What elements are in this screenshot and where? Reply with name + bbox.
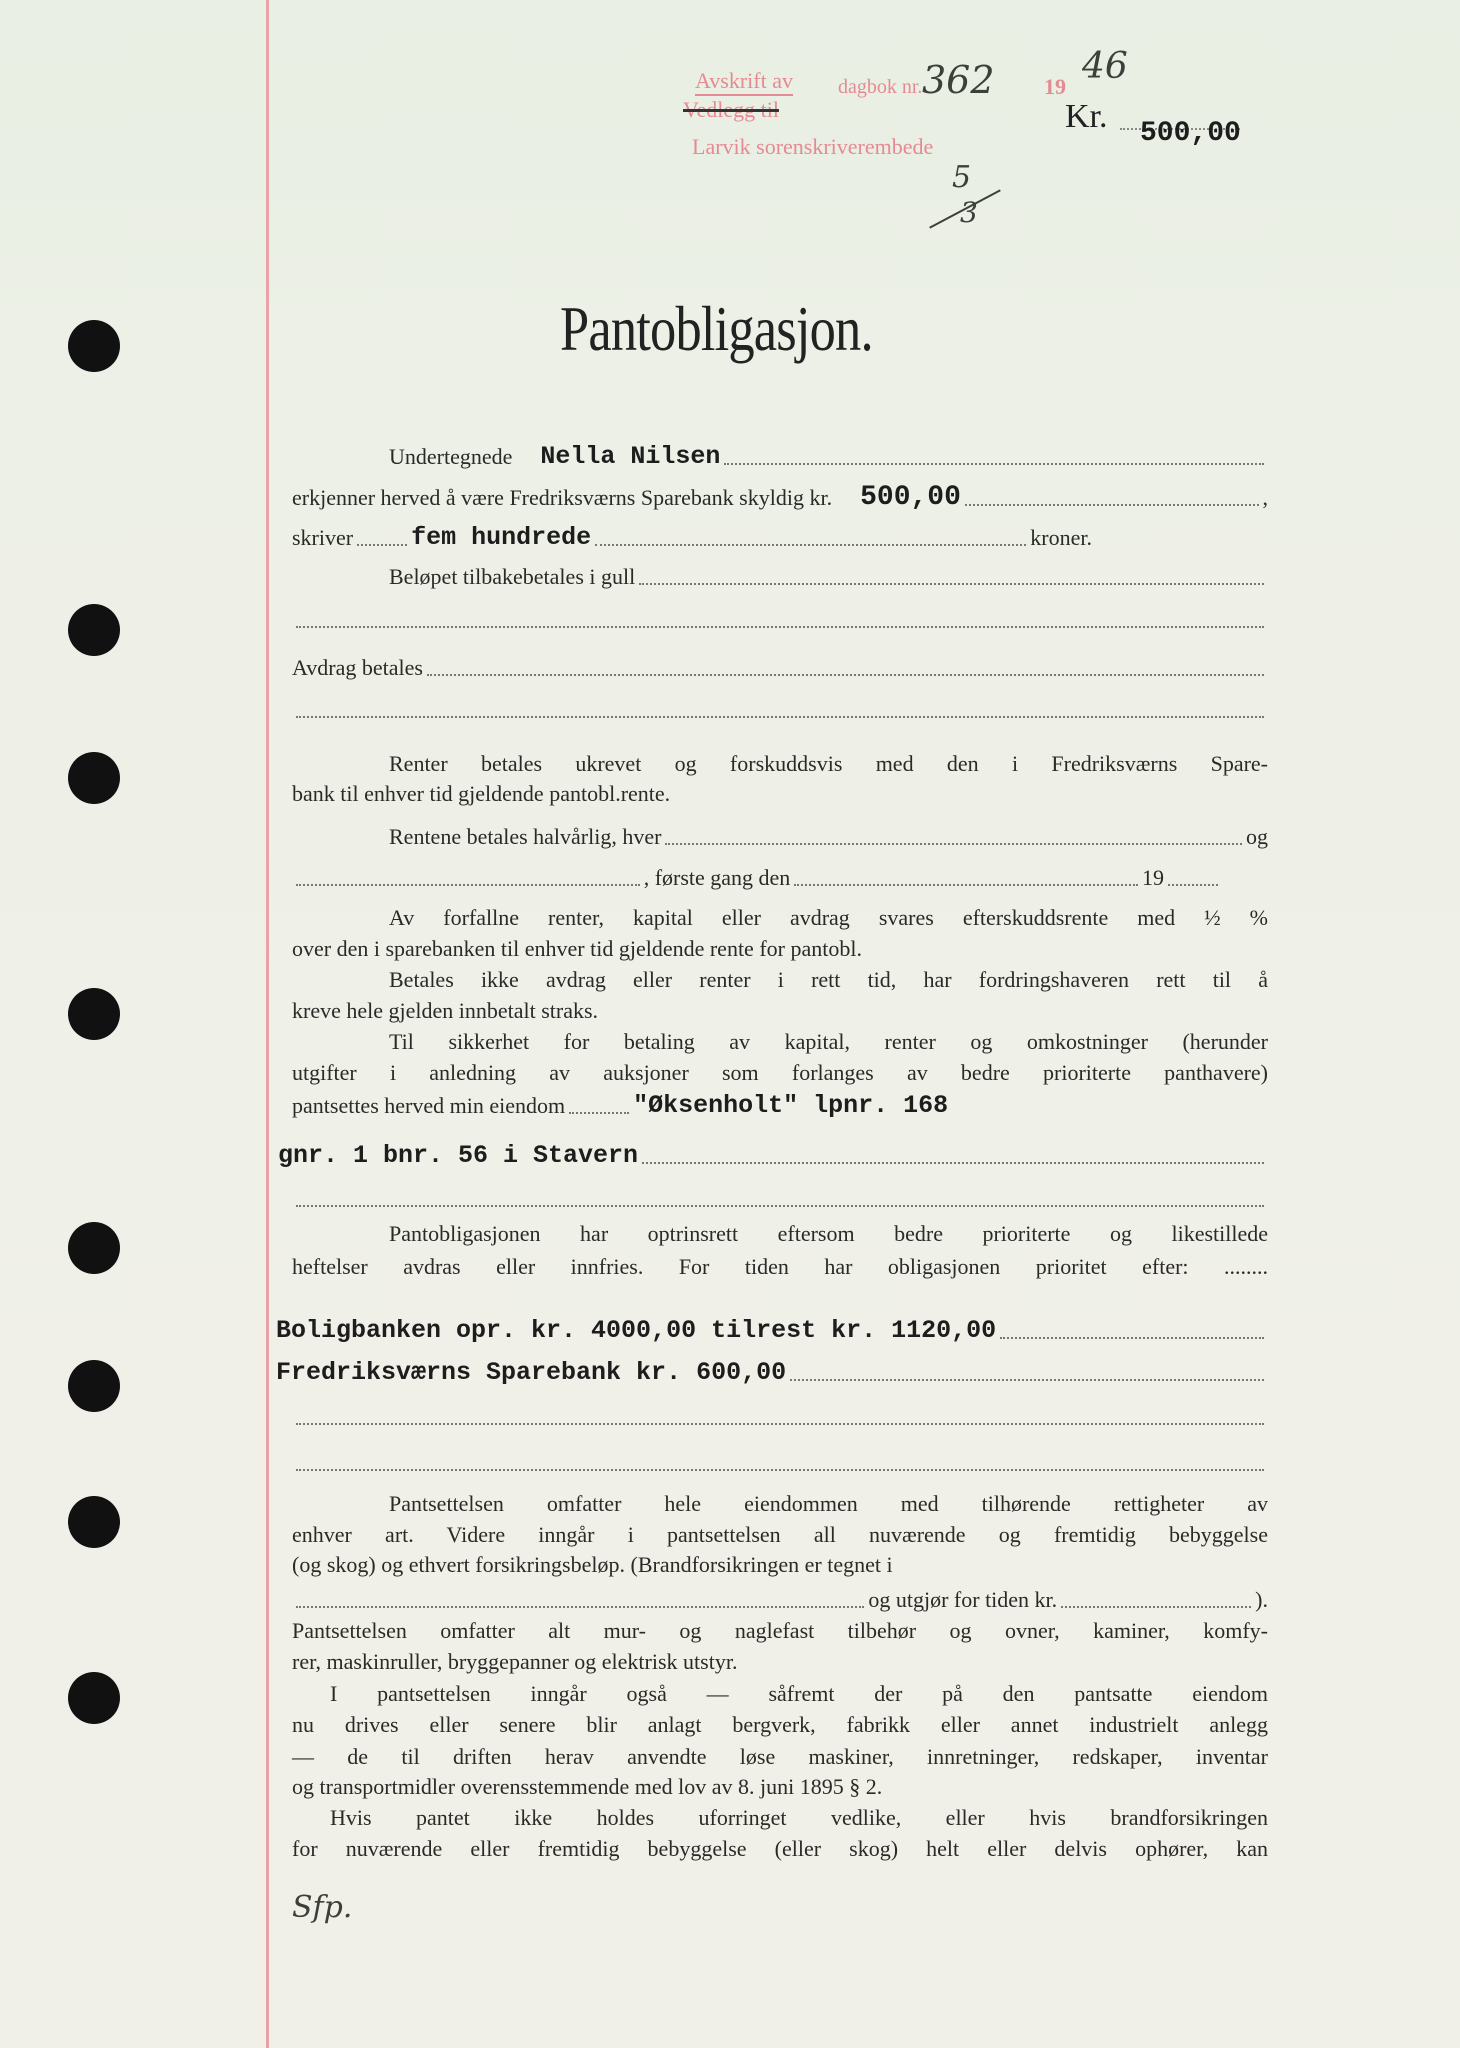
- fraction-numerator: 5: [952, 160, 972, 195]
- gold-row: [389, 564, 1268, 590]
- punch-hole: [68, 320, 120, 372]
- gold-label: Beløpet tilbakebetales i gull: [389, 564, 636, 589]
- text-line: og transportmidler overensstemmende med lov av 8. juni 1895 § 2.: [292, 1774, 883, 1799]
- blank-row: [292, 1450, 1268, 1476]
- amount-words: fem hundrede: [411, 523, 592, 552]
- skriver-row: [292, 525, 1092, 551]
- blank-row: [292, 1404, 1268, 1430]
- blank-row: [292, 697, 1268, 723]
- text-line: utgifter i anledning av auksjoner som forlanges av bedre prioriterte panthavere): [292, 1060, 1268, 1085]
- closing-paren: ).: [1255, 1587, 1268, 1612]
- punch-hole: [68, 1672, 120, 1724]
- avdrag-label: Avdrag betales: [292, 655, 423, 680]
- dotted-leader: [1061, 1606, 1251, 1608]
- punch-hole: [68, 604, 120, 656]
- year-prefix: 19: [1044, 74, 1066, 99]
- skriver-label: skriver: [292, 525, 354, 550]
- dotted-leader: [296, 716, 1264, 718]
- dotted-leader: [427, 674, 1264, 676]
- dotted-leader: [296, 626, 1264, 628]
- text-line: enhver art. Videre inngår i pantsettelsen all nuværende og fremtidig bebyggelse: [292, 1522, 1268, 1547]
- text-line: (og skog) og ethvert forsikringsbeløp. (Brandforsikringen er tegnet i: [292, 1552, 893, 1577]
- year-label: 19: [1142, 865, 1164, 890]
- dotted-leader: [296, 1423, 1264, 1425]
- text-line: heftelser avdras eller innfries. For tiden har obligasjonen prioritet efter: ........: [292, 1254, 1268, 1279]
- forste-gang-row: [292, 865, 1222, 891]
- pantsettes-row: [292, 1093, 1268, 1119]
- struck-label: Vedlegg til: [683, 97, 779, 122]
- transcript-label: Avskrift av: [695, 68, 793, 96]
- fraction-denominator: 3: [960, 196, 978, 229]
- prior-entry-row: [276, 1360, 1268, 1386]
- dotted-leader: [642, 1162, 1264, 1164]
- property-line-2: gnr. 1 bnr. 56 i Stavern: [278, 1141, 639, 1170]
- forste-gang-label: , første gang den: [643, 865, 791, 890]
- kroner-label: kroner.: [1030, 525, 1092, 550]
- erkjenner-text: erkjenner herved å være Fredriksværns Sparebank skyldig kr.: [292, 485, 833, 510]
- punch-hole: [68, 1222, 120, 1274]
- property-row-2: [278, 1143, 1268, 1169]
- year-suffix: 46: [1082, 46, 1128, 87]
- handwritten-initials: Sfp.: [292, 1890, 353, 1925]
- dotted-leader: [794, 884, 1138, 886]
- blank-row: [292, 1186, 1268, 1212]
- punch-hole: [68, 1360, 120, 1412]
- dagbok-number: 362: [922, 58, 995, 102]
- dotted-leader: [357, 544, 407, 546]
- halvaarlig-label: Rentene betales halvårlig, hver: [389, 824, 662, 849]
- comma: ,: [1262, 485, 1268, 510]
- renter-line-2: bank til enhver tid gjeldende pantobl.rente.: [292, 781, 671, 806]
- undertegnede-row: [389, 444, 1268, 470]
- text-line: — de til driften herav anvendte løse maskiner, innretninger, redskaper, inventar: [292, 1744, 1268, 1769]
- prior-entry-2: Fredriksværns Sparebank kr. 600,00: [276, 1358, 787, 1387]
- pantsettes-label: pantsettes herved min eiendom: [292, 1093, 566, 1118]
- dotted-leader: [790, 1379, 1264, 1381]
- prior-entry-row: [276, 1318, 1268, 1344]
- renter-line-1: Renter betales ukrevet og forskuddsvis med den i Fredriksværns Spare-: [389, 751, 1268, 776]
- dotted-leader: [569, 1112, 629, 1114]
- dotted-leader: [296, 1606, 864, 1608]
- dotted-leader: [296, 884, 640, 886]
- kr-label: Kr.: [1065, 98, 1108, 135]
- dotted-leader: [724, 463, 1264, 465]
- text-line: kreve hele gjelden innbetalt straks.: [292, 998, 599, 1023]
- blank-row: [292, 607, 1268, 633]
- dotted-leader: [965, 504, 1259, 506]
- text-line: for nuværende eller fremtidig bebyggelse (eller skog) helt eller delvis ophører, kan: [292, 1836, 1268, 1861]
- avdrag-row: [292, 655, 1268, 681]
- halvaarlig-row: [389, 824, 1268, 850]
- text-line: rer, maskinruller, bryggepanner og elektrisk utstyr.: [292, 1649, 738, 1674]
- utgjor-row: [292, 1587, 1268, 1613]
- page-title: Pantobligasjon.: [560, 293, 873, 364]
- utgjor-label: og utgjør for tiden kr.: [868, 1587, 1058, 1612]
- text-line: Pantsettelsen omfatter alt mur- og naglefast tilbehør og ovner, kaminer, komfy-: [292, 1618, 1268, 1643]
- text-line: Pantsettelsen omfatter hele eiendommen med tilhørende rettigheter av: [389, 1491, 1268, 1516]
- punch-hole: [68, 1496, 120, 1548]
- text-line: Hvis pantet ikke holdes uforringet vedlike, eller hvis brandforsikringen: [330, 1805, 1268, 1830]
- header-amount: 500,00: [1140, 118, 1241, 149]
- debtor-name: Nella Nilsen: [540, 442, 721, 471]
- og-label: og: [1246, 824, 1268, 849]
- property-line-1: "Øksenholt" lpnr. 168: [633, 1091, 949, 1120]
- dotted-leader: [296, 1469, 1264, 1471]
- office-label: Larvik sorenskriverembede: [692, 134, 934, 159]
- dotted-leader: [1168, 884, 1218, 886]
- punch-hole: [68, 752, 120, 804]
- dotted-leader: [595, 544, 1026, 546]
- text-line: nu drives eller senere blir anlagt bergverk, fabrikk eller annet industrielt anlegg: [292, 1712, 1268, 1737]
- text-line: Betales ikke avdrag eller renter i rett tid, har fordringshaveren rett til å: [389, 967, 1268, 992]
- punch-hole: [68, 988, 120, 1040]
- undertegnede-label: Undertegnede: [389, 444, 513, 469]
- text-line: Pantobligasjonen har optrinsrett eftersom bedre prioriterte og likestillede: [389, 1221, 1268, 1246]
- prior-entry-1: Boligbanken opr. kr. 4000,00 tilrest kr. 1120,00: [276, 1316, 997, 1345]
- dotted-leader: [296, 1205, 1264, 1207]
- dotted-leader: [665, 843, 1242, 845]
- dotted-leader: [1000, 1337, 1264, 1339]
- amount-value: 500,00: [860, 482, 961, 513]
- text-line: Av forfallne renter, kapital eller avdrag svares efterskuddsrente med ½ %: [389, 905, 1268, 930]
- dagbok-label: dagbok nr.: [838, 76, 923, 98]
- text-line: over den i sparebanken til enhver tid gjeldende rente for pantobl.: [292, 936, 862, 961]
- margin-line: [266, 0, 269, 2048]
- text-line: I pantsettelsen inngår også — såfremt der på den pantsatte eiendom: [330, 1681, 1268, 1706]
- erkjenner-row: [292, 482, 1268, 513]
- dotted-leader: [639, 583, 1264, 585]
- text-line: Til sikkerhet for betaling av kapital, renter og omkostninger (herunder: [389, 1029, 1268, 1054]
